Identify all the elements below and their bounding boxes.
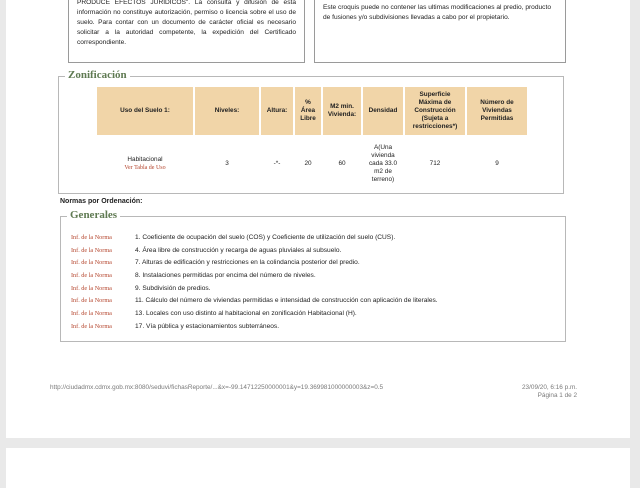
list-item — [71, 244, 438, 257]
inf-norma-link[interactable]: Inf. de la Norma — [71, 309, 112, 317]
list-item — [71, 307, 438, 320]
footer-url: http://ciudadmx.cdmx.gob.mx:8080/seduvi/fichasReporte/...&x=-99.14712250000001&y=19.369981000000003&z=0.5 — [50, 384, 384, 391]
cell-uso-suelo — [97, 135, 193, 193]
footer-date: 23/09/20, 6:16 p.m. — [522, 384, 578, 391]
list-item — [71, 320, 438, 333]
header-densidad: Densidad — [363, 87, 403, 135]
cell-m2-min: 60 — [338, 160, 346, 167]
header-viviendas: Número de Viviendas Permitidas — [467, 87, 527, 135]
cell-area-libre: 20 — [304, 160, 312, 167]
uso-value: Habitacional — [127, 156, 163, 163]
norma-text: 1. Coeficiente de ocupación del suelo (COS) y Coeficiente de utilización del suelo (CUS). — [135, 233, 396, 241]
footer-page-number: Página 1 de 2 — [537, 392, 578, 399]
cell-densidad: A(Una vivienda cada 33.0 m2 de terreno) — [368, 144, 398, 183]
norma-text: 13. Locales con uso distinto al habitacional en zonificación Habitacional (H). — [135, 309, 357, 317]
normas-title: Normas por Ordenación: — [60, 198, 143, 205]
header-superficie: Superficie Máxima de Construcción (Sujeta a restricciones*) — [405, 87, 465, 135]
header-niveles: Niveles: — [195, 87, 259, 135]
generales-legend: Generales — [67, 209, 120, 221]
norma-text: 17. Vía pública y estacionamientos subterráneos. — [135, 322, 280, 330]
document-page — [6, 0, 630, 438]
zonificacion-section — [58, 69, 564, 194]
inf-norma-link[interactable]: Inf. de la Norma — [71, 297, 112, 305]
zonificacion-data-row — [97, 135, 527, 193]
inf-norma-link[interactable]: Inf. de la Norma — [71, 233, 112, 241]
inf-norma-link[interactable]: Inf. de la Norma — [71, 322, 112, 330]
list-item — [71, 282, 438, 295]
header-uso-suelo: Uso del Suelo 1: — [97, 87, 193, 135]
cell-altura: -*- — [273, 160, 281, 167]
zonificacion-legend: Zonificación — [65, 69, 130, 81]
footer-meta — [522, 384, 577, 400]
list-item — [71, 231, 438, 244]
zonificacion-table — [95, 87, 529, 193]
inf-norma-link[interactable]: Inf. de la Norma — [71, 284, 112, 292]
inf-norma-link[interactable]: Inf. de la Norma — [71, 271, 112, 279]
header-altura: Altura: — [261, 87, 293, 135]
normas-list — [71, 231, 438, 333]
norma-text: 8. Instalaciones permitidas por encima del número de niveles. — [135, 271, 316, 279]
list-item — [71, 256, 438, 269]
legal-notice-box — [68, 0, 305, 63]
norma-text: 11. Cálculo del número de viviendas permitidas e intensidad de construcción con aplicación de literales. — [135, 297, 438, 305]
croquis-notice-text: Este croquis puede no contener las ultimas modificaciones al predio, producto de fusiones y/o subdivisiones llevadas a cabo por el propietario. — [323, 4, 551, 21]
next-page — [6, 448, 630, 488]
norma-text: 9. Subdivisión de predios. — [135, 284, 211, 292]
list-item — [71, 269, 438, 282]
norma-text: 4. Área libre de construcción y recarga de aguas pluviales al subsuelo. — [135, 246, 342, 254]
ver-tabla-uso-link[interactable]: Ver Tabla de Uso — [124, 165, 166, 171]
inf-norma-link[interactable]: Inf. de la Norma — [71, 259, 112, 267]
zonificacion-header-row — [97, 87, 527, 135]
norma-text: 7. Alturas de edificación y restricciones en la colindancia posterior del predio. — [135, 259, 360, 267]
cell-viviendas: 9 — [495, 160, 499, 167]
header-area-libre: % Área Libre — [295, 87, 321, 135]
legal-notice-text: PRODUCE EFECTOS JURÍDICOS". La consulta y difusión de esta información no constituye autorización, permiso o licencia sobre el uso de suelo. Para contar con un documento de carácter oficial es necesario solicitar a la autoridad competente, la expedición del Certificado correspondiente. — [77, 0, 296, 46]
generales-section — [60, 209, 566, 342]
list-item — [71, 294, 438, 307]
cell-superficie: 712 — [429, 160, 441, 167]
header-m2-min: M2 min. Vivienda: — [323, 87, 361, 135]
cell-niveles: 3 — [225, 160, 229, 167]
croquis-notice-box — [314, 0, 566, 63]
inf-norma-link[interactable]: Inf. de la Norma — [71, 246, 112, 254]
